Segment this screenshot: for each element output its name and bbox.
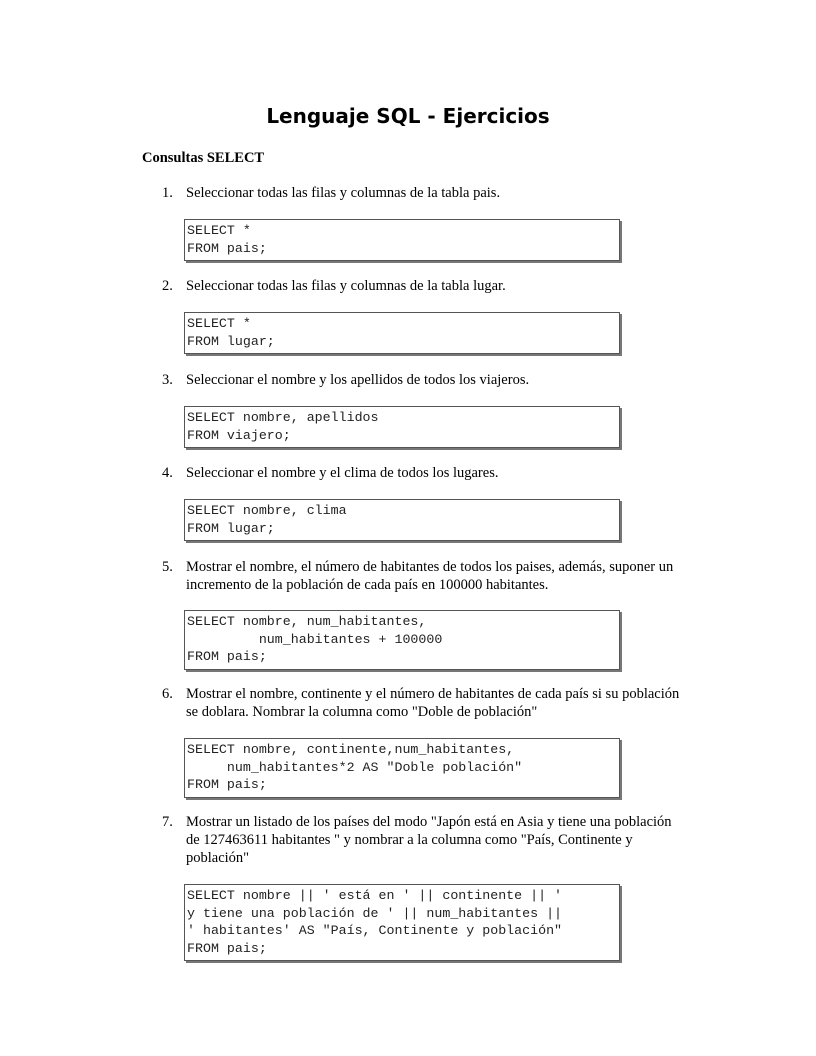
exercise-text: Mostrar el nombre, continente y el número de habitantes de cada país si su población se doblara. Nombrar la columna como "Doble de población"	[186, 686, 680, 720]
exercise-number: 7.	[162, 814, 173, 830]
exercise-number: 2.	[162, 278, 173, 294]
exercise-text: Mostrar el nombre, el número de habitantes de todos los paises, además, suponer un incremento de la población de cada país en 100000 habitantes.	[186, 559, 674, 593]
exercise-text: Seleccionar todas las filas y columnas de la tabla lugar.	[186, 278, 506, 294]
page-title: Lenguaje SQL - Ejercicios	[266, 104, 550, 128]
exercise-number: 6.	[162, 686, 173, 702]
exercise-number: 1.	[162, 185, 173, 201]
code-block: SELECT nombre, continente,num_habitantes, num_habitantes*2 AS "Doble población" FROM pais;	[184, 738, 620, 798]
exercise-number: 4.	[162, 465, 173, 481]
exercise-number: 3.	[162, 372, 173, 388]
exercise-text: Mostrar un listado de los países del modo "Japón está en Asia y tiene una población de 127463611 habitantes " y nombrar a la columna como "País, Continente y población"	[186, 814, 672, 866]
code-block: SELECT * FROM lugar;	[184, 312, 620, 354]
code-block: SELECT nombre, apellidos FROM viajero;	[184, 406, 620, 448]
exercise-text: Seleccionar todas las filas y columnas de la tabla pais.	[186, 185, 501, 201]
exercise-text: Seleccionar el nombre y el clima de todos los lugares.	[186, 465, 499, 481]
exercise-text: Seleccionar el nombre y los apellidos de todos los viajeros.	[186, 372, 530, 388]
code-block: SELECT nombre, clima FROM lugar;	[184, 499, 620, 541]
exercise-number: 5.	[162, 559, 173, 575]
code-block: SELECT * FROM pais;	[184, 219, 620, 261]
code-block: SELECT nombre || ' está en ' || continente || ' y tiene una población de ' || num_habitantes || ' habitantes' AS "País, Continente y población" FROM pais;	[184, 884, 620, 961]
section-heading: Consultas SELECT	[142, 150, 265, 166]
code-block: SELECT nombre, num_habitantes, num_habitantes + 100000 FROM pais;	[184, 610, 620, 670]
